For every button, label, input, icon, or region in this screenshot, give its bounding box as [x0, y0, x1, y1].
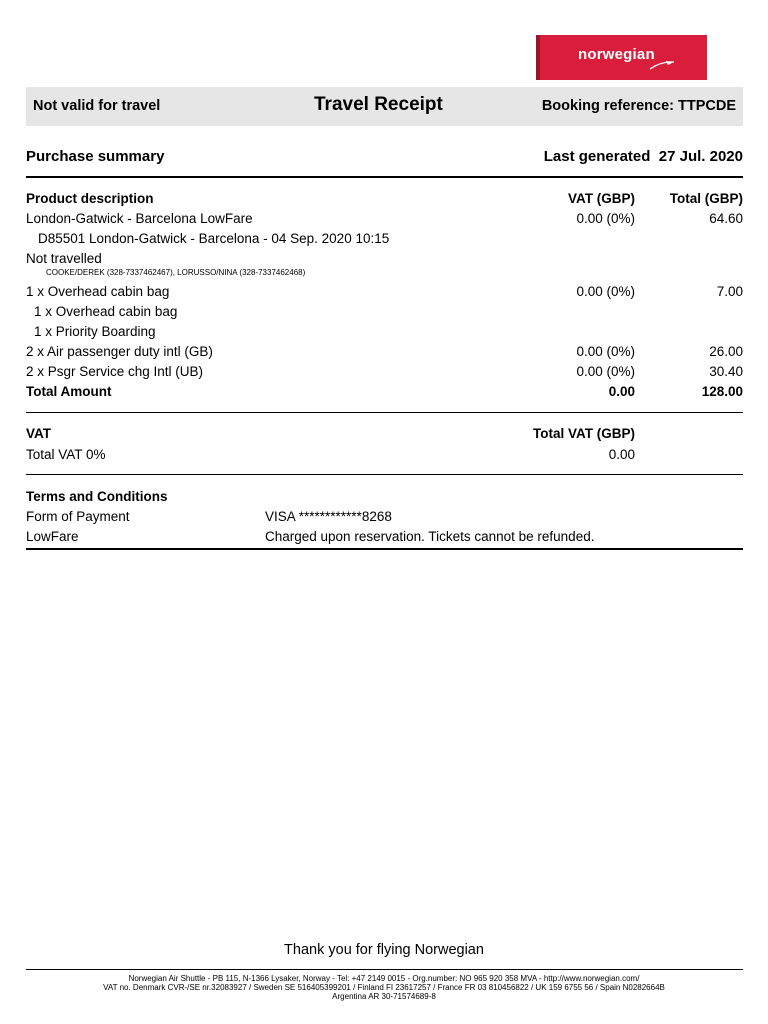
fare-vat: 0.00 (0%) — [576, 211, 635, 226]
travel-status: Not travelled — [26, 251, 102, 266]
bag-total: 7.00 — [716, 284, 743, 299]
vat-col: Total VAT (GBP) — [533, 426, 635, 441]
terms-heading: Terms and Conditions — [26, 489, 168, 504]
passenger-names: COOKE/DEREK (328-7337462467), LORUSSO/NINA (328-7337462468) — [46, 268, 306, 277]
page-title: Travel Receipt — [314, 94, 443, 115]
booking-reference: Booking reference: TTPCDE — [541, 98, 736, 114]
apd-vat: 0.00 (0%) — [576, 344, 635, 359]
norwegian-logo — [536, 35, 707, 80]
fare-desc: London-Gatwick - Barcelona LowFare — [26, 211, 253, 226]
total-amount-total: 128.00 — [701, 384, 743, 399]
payment-label: Form of Payment — [26, 509, 130, 524]
divider — [26, 474, 743, 475]
col-vat: VAT (GBP) — [568, 191, 635, 206]
vat-label: Total VAT 0% — [26, 447, 106, 462]
last-generated — [544, 148, 743, 165]
purchase-summary-title: Purchase summary — [26, 148, 165, 165]
apd-total: 26.00 — [709, 344, 743, 359]
thank-you-message: Thank you for flying Norwegian — [284, 942, 484, 958]
plane-icon — [648, 59, 676, 71]
fare-total: 64.60 — [709, 211, 743, 226]
last-generated-date: 27 Jul. 2020 — [658, 148, 743, 165]
footer-line: VAT no. Denmark CVR-/SE nr.32083927 / Sweden SE 516405399201 / Finland FI 23617257 / France FR 03 810456822 / UK 159 6755 56 / Spain N0282664B — [103, 983, 665, 992]
footer-line: Argentina AR 30-71574689-8 — [332, 992, 436, 1001]
fare-terms-label: LowFare — [26, 529, 79, 544]
divider — [26, 548, 743, 550]
col-description: Product description — [26, 191, 154, 206]
footer-divider — [26, 969, 743, 970]
vat-heading: VAT — [26, 426, 51, 441]
total-amount-label: Total Amount — [26, 384, 112, 399]
bag-vat: 0.00 (0%) — [576, 284, 635, 299]
fare-terms-value: Charged upon reservation. Tickets cannot be refunded. — [265, 529, 595, 544]
payment-value: VISA ************8268 — [265, 509, 392, 524]
psgr-desc: 2 x Psgr Service chg Intl (UB) — [26, 364, 204, 379]
not-valid-notice: Not valid for travel — [33, 98, 161, 114]
total-amount-vat: 0.00 — [608, 384, 635, 399]
priority-boarding: 1 x Priority Boarding — [34, 324, 156, 339]
col-total: Total (GBP) — [669, 191, 743, 206]
divider — [26, 176, 743, 178]
logo-wordmark: norwegian — [578, 46, 655, 63]
footer-line: Norwegian Air Shuttle - PB 115, N-1366 Lysaker, Norway - Tel: +47 2149 0015 - Org.number: NO 965 920 358 MVA - http://www.norwegian.com/ — [128, 974, 640, 983]
psgr-vat: 0.00 (0%) — [576, 364, 635, 379]
vat-value: 0.00 — [608, 447, 635, 462]
bag-sub: 1 x Overhead cabin bag — [34, 304, 178, 319]
psgr-total: 30.40 — [709, 364, 743, 379]
last-generated-label: Last generated — [543, 148, 651, 165]
bag-desc: 1 x Overhead cabin bag — [26, 284, 170, 299]
flight-info: D85501 London-Gatwick - Barcelona - 04 Sep. 2020 10:15 — [38, 231, 390, 246]
divider — [26, 412, 743, 413]
apd-desc: 2 x Air passenger duty intl (GB) — [26, 344, 213, 359]
